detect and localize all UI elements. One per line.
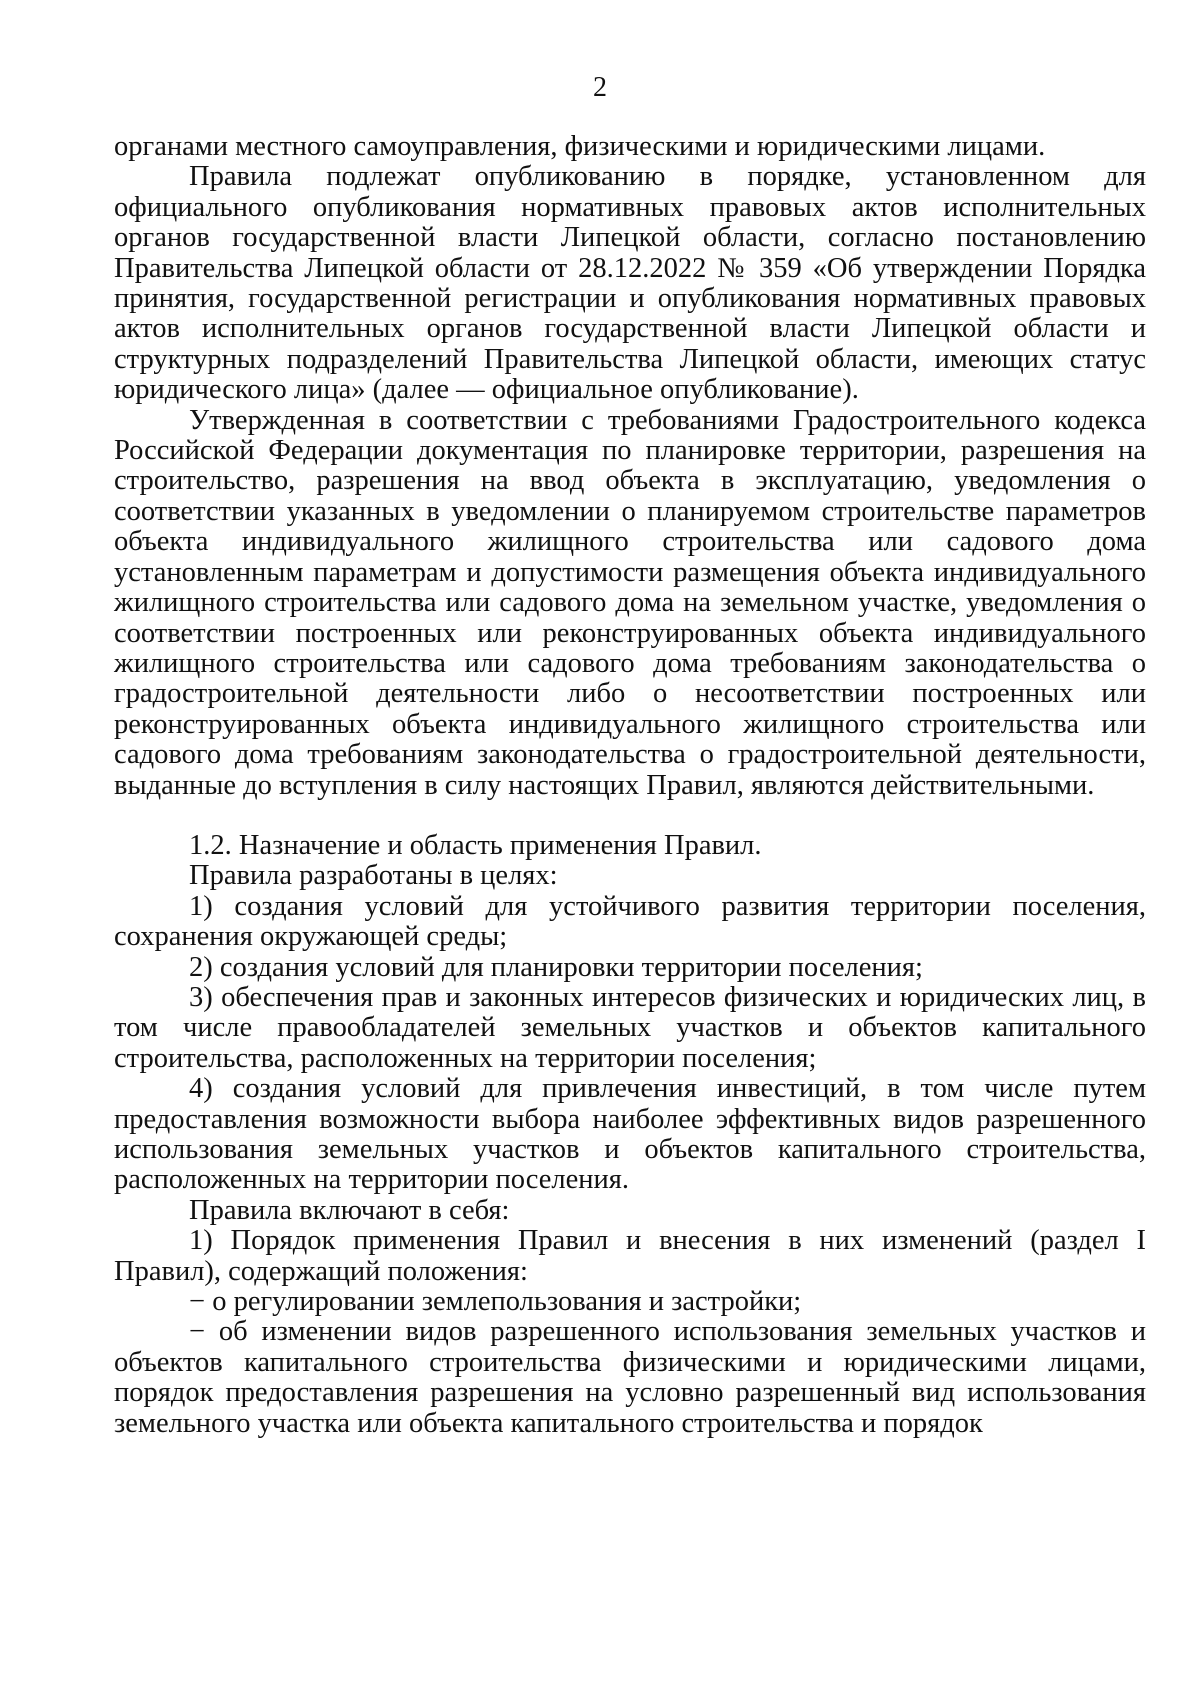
document-body	[114, 132, 1146, 1439]
paragraph: Правила подлежат опубликованию в порядке, установленном для официального опубликования нормативных правовых актов исполнительных органов государственной власти Липецкой области, согласно постановлению Правительства Липецкой области от 28.12.2022 № 359 «Об утверждении Порядка принятия, государственной регистрации и опубликования нормативных правовых актов исполнительных органов государственной власти Липецкой области и структурных подразделений Правительства Липецкой области, имеющих статус юридического лица» (далее — официальное опубликование).	[114, 161, 1146, 406]
paragraph: Правила разработаны в целях:	[189, 860, 558, 892]
list-item: 1) создания условий для устойчивого развития территории поселения, сохранения окружающей среды;	[114, 890, 1146, 953]
list-item: 3) обеспечения прав и законных интересов физических и юридических лиц, в том числе правообладателей земельных участков и объектов капитального строительства, расположенных на территории поселения;	[114, 981, 1146, 1074]
paragraph: органами местного самоуправления, физическими и юридическими лицами.	[114, 131, 1046, 162]
dash-item: − об изменении видов разрешенного использования земельных участков и объектов капитального строительства физическими и юридическими лицами, порядок предоставления разрешения на условно разрешенный вид использования земельного участка или объекта капитального строительства и порядок	[114, 1316, 1146, 1439]
list-item: 2) создания условий для планировки территории поселения;	[189, 951, 923, 983]
list-item: 4) создания условий для привлечения инвестиций, в том числе путем предоставления возможности выбора наиболее эффективных видов разрешенного использования земельных участков и объектов капитального строительства, расположенных на территории поселения.	[114, 1073, 1146, 1196]
paragraph: Утвержденная в соответствии с требованиями Градостроительного кодекса Российской Федерации документация по планировке территории, разрешения на строительство, разрешения на ввод объекта в эксплуатацию, уведомления о соответствии указанных в уведомлении о планируемом строительстве параметров объекта индивидуального жилищного строительства или садового дома установленным параметрам и допустимости размещения объекта индивидуального жилищного строительства или садового дома на земельном участке, уведомления о соответствии построенных или реконструированных объекта индивидуального жилищного строительства или садового дома требованиям законодательства о градостроительной деятельности либо о несоответствии построенных или реконструированных объекта индивидуального жилищного строительства или садового дома требованиям законодательства о градостроительной деятельности, выданные до вступления в силу настоящих Правил, являются действительными.	[114, 404, 1146, 801]
page-number: 2	[593, 72, 607, 103]
dash-item: − о регулировании землепользования и застройки;	[189, 1286, 802, 1318]
list-item: 1) Порядок применения Правил и внесения в них изменений (раздел I Правил), содержащий положения:	[114, 1225, 1146, 1287]
section-heading: 1.2. Назначение и область применения Правил.	[189, 829, 762, 861]
paragraph: Правила включают в себя:	[189, 1194, 510, 1226]
